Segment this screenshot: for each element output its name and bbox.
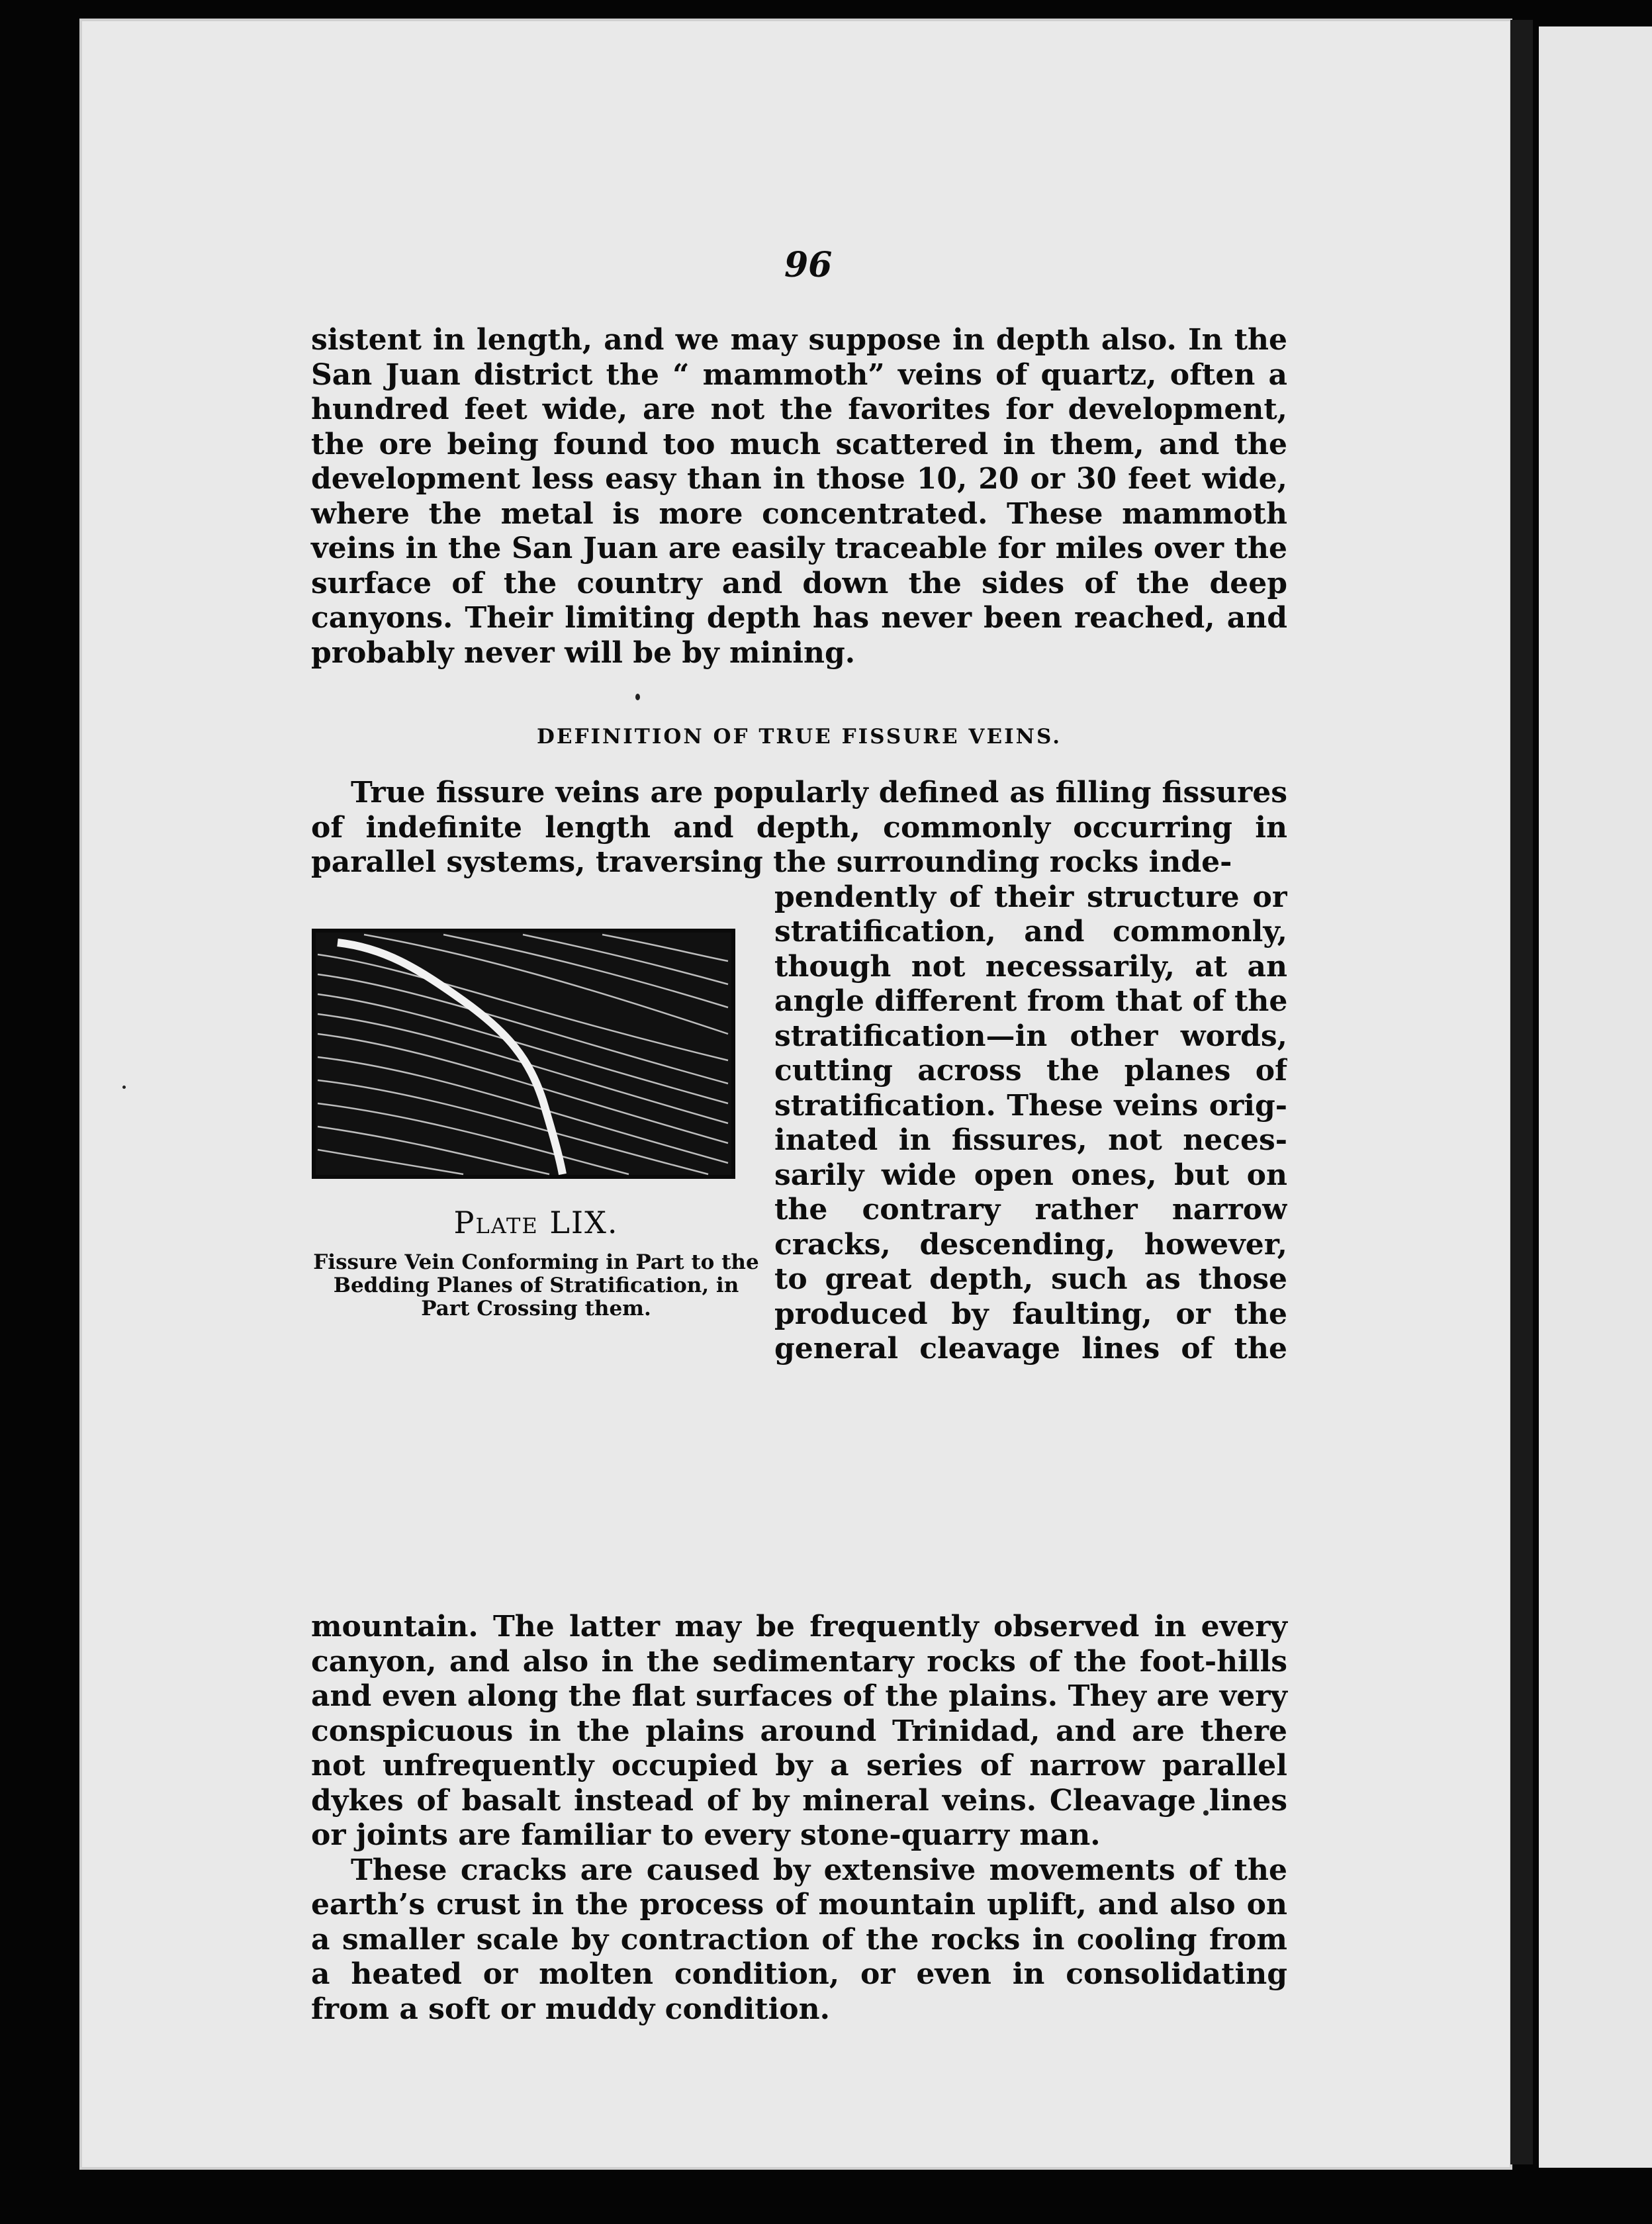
wrapped-line: angle different from that of the [774, 984, 1287, 1018]
paragraph-cracks-text: These cracks are caused by extensive movements of the earth’s crust in the process of mountain uplift, and also on a smaller scale by contraction of the rocks in cooling from a heated or molten condition, or even in consolidating from a soft or muddy condition. [311, 1853, 1287, 2026]
paragraph-mammoth-veins: sistent in length, and we may suppose in depth also. In the San Juan district the “ mammoth” veins of quartz, often a hundred feet wide, are not the favorites for development, the ore being found too much scattered in them, and the development less easy than in those 10, 20 or 30 feet wide, where the metal is more concentrated. These mammoth veins in the San Juan are easily traceable for miles over the surface of the country and down the sides of the deep canyons. Their limiting depth has never been reached, and probably never will be by mining. [311, 323, 1287, 670]
wrapped-line: produced by faulting, or the [774, 1297, 1287, 1331]
adjacent-page-edge [1539, 26, 1652, 2168]
wrapped-line: stratification—in other words, [774, 1019, 1287, 1053]
page-number: 96 [784, 245, 833, 285]
paragraph-definition-opening: True fissure veins are popularly defined as filling fissures of indefinite length and depth, commonly occurring in parallel systems, traversing the surrounding rocks inde- [311, 776, 1287, 879]
plate-title: Plate LIX. [453, 1205, 619, 1240]
wrapped-line: inated in fissures, not neces- [774, 1123, 1287, 1157]
paragraph-cleavage [311, 1610, 1287, 2027]
paragraph-definition-wrapped [774, 880, 1287, 1367]
print-speck [122, 1086, 126, 1089]
wrapped-line: stratification. These veins orig- [774, 1088, 1287, 1123]
wrapped-line: general cleavage lines of the [774, 1332, 1287, 1366]
paragraph-cleavage-text: mountain. The latter may be frequently observed in every canyon, and also in the sedimentary rocks of the foot-hills and even along the flat surfaces of the plains. They are very conspicuous in the plains around Trinidad, and are there not unfrequently occupied by a series of narrow parallel dykes of basalt instead of by mineral veins. Cleavage lines or joints are familiar to every stone-quarry man. [311, 1610, 1287, 1852]
wrapped-line: sarily wide open ones, but on [774, 1158, 1287, 1192]
fissure-vein-illustration [311, 928, 736, 1180]
wrapped-line: to great depth, such as those [774, 1262, 1287, 1296]
wrapped-line: stratification, and commonly, [774, 915, 1287, 949]
wrapped-line: the contrary rather narrow [774, 1193, 1287, 1227]
wrapped-line: though not necessarily, at an [774, 949, 1287, 984]
wrapped-line: cutting across the planes of [774, 1054, 1287, 1088]
wrapped-line: pendently of their structure or [774, 880, 1287, 914]
section-heading: DEFINITION OF TRUE FISSURE VEINS. [536, 725, 1062, 749]
plate-caption: Fissure Vein Conforming in Part to the Bedding Planes of Stratification, in Part Crossing them. [313, 1250, 759, 1320]
page-gutter [1510, 20, 1533, 2164]
wrapped-line: cracks, descending, however, [774, 1227, 1287, 1262]
print-speck [635, 694, 640, 700]
